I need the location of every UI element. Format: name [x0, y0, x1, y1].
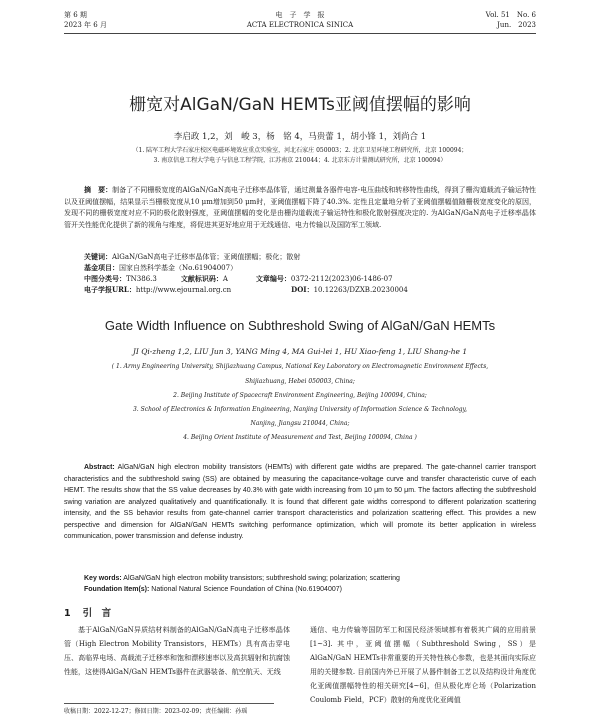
doi-value: 10.12263/DZXB.20230004	[313, 286, 408, 294]
authors-cn: 李启政 1,2，刘 峻 3，杨 铭 4，马贵蕾 1，胡小锋 1，刘尚合 1	[173, 132, 427, 142]
header-right	[486, 10, 536, 30]
funding-cn-text: 国家自然科学基金（No.61904007）	[119, 264, 238, 272]
section-number: 1	[64, 608, 71, 619]
keywords-en-text: AlGaN/GaN high electron mobility transistors; subthreshold swing; polarization; scattering	[123, 575, 400, 582]
paper-title-cn: 栅宽对AlGaN/GaN HEMTs亚阈值摆幅的影响	[129, 95, 471, 115]
affiliation-en-line: Nanjing, Jiangsu 210044, China;	[250, 420, 350, 427]
authors-en: JI Qi-zheng 1,2, LIU Jun 3, YANG Ming 4, MA Gui-lei 1, HU Xiao-feng 1, LIU Shang-he 1	[132, 347, 468, 356]
journal-name-cn: 电 子 学 报	[275, 11, 325, 19]
affiliation-en-line: Shijiazhuang, Hebei 050003, China;	[245, 378, 355, 385]
abstract-en-label: Abstract:	[84, 464, 115, 471]
abstract-en-text: AlGaN/GaN high electron mobility transistors (HEMTs) with different gate widths are prepared. The gate-channel carrier transport characteristics and the subthreshold swing (SS) are obtained by measuring the capacitance-voltage curve and transfer characteristic curve of each HEMT. The results show that the SS value decreases by 40.3% with gate width increasing from 10 μm to 50 μm. The factors affecting the subthreshold swing variation are analyzed qualitatively and quantificationally. It is found that different gate widths correspond to different polarization scattering intensity, and the SS behavior results from gate-channel carrier transport characteristics and polarization scattering effect. This provides a new perspective and dimension for AlGaN/GaN HEMTs switching performance optimization, which will promote its better application in wireless communication, power transmission and defense industry.	[64, 464, 537, 540]
issue-date: 2023 年 6 月	[64, 21, 107, 29]
intro-right-column: 通信、电力传输等国防军工和国民经济领域都有着极其广阔的应用前景[1~3]. 其中，亚阈值摆幅（Subthreshold Swing，SS）是AlGaN/GaN HEMTs非常重要的开关特性核心参数，也是其面向实际应用的关键参数. 目前国内外已开展了从器件制备工艺以及结构设计角度优化亚阈值摆幅特性的相关研究[4~6]，但从极化库仑场（Polarization Coulomb Field，PCF）散射的角度优化亚阈值	[310, 626, 536, 704]
keywords-en-label: Key words:	[84, 575, 122, 582]
affiliation-en-line: 4. Beijing Orient Institute of Measurement and Test, Beijing 100094, China )	[183, 434, 417, 441]
abstract-cn-text: 制备了不同栅极宽度的AlGaN/GaN高电子迁移率晶体管，通过测量各器件电容-电压曲线和转移特性曲线，得到了栅沟道载流子输运特性以及亚阈值摆幅，结果显示当栅极宽度从10 μm增加到50 μm时，亚阈值摆幅下降了40.3%. 定性且定量地分析了亚阈值摆幅值随栅极宽度变化的原因，发现不同的栅极宽度对应不同的极化散射强度，亚阈值摆幅的变化是由栅沟道载流子输运特性和极化散射强度决定的. 为AlGaN/GaN高电子迁移率晶体管开关性能优化提供了新的视角与维度，将促进其更好地应用于无线通信、电力传输以及国防军工领域.	[64, 186, 537, 229]
paper-title-en: Gate Width Influence on Subthreshold Swing of AlGaN/GaN HEMTs	[104, 318, 496, 333]
funding-cn-label: 基金项目：	[84, 263, 119, 272]
section-title: 引 言	[82, 608, 112, 619]
affiliation-cn-line: 3. 南京信息工程大学电子与信息工程学院，江苏南京 210044；4. 北京东方计量测试研究所，北京 100094）	[153, 157, 447, 164]
abstract-cn	[64, 184, 536, 231]
clc-label: 中图分类号：	[84, 274, 126, 283]
footnote-dates: 收稿日期：2022-12-27；修回日期：2023-02-09；责任编辑：孙瑶	[64, 708, 248, 715]
funding-cn	[84, 263, 237, 273]
affiliation-en-line: 3. School of Electronics & Information Engineering, Nanjing University of Information Science & Technology,	[132, 406, 468, 413]
doi-label: DOI：	[291, 285, 314, 294]
funding-en-label: Foundation Item(s):	[84, 586, 150, 593]
keywords-cn-text: AlGaN/GaN高电子迁移率晶体管；亚阈值摆幅；极化；散射	[112, 253, 301, 261]
url-line	[84, 285, 408, 295]
intro-left-column: 基于AlGaN/GaN异质结材料制备的AlGaN/GaN高电子迁移率晶体管（High Electron Mobility Transistors，HEMTs）具有高击穿电压、高临界电场、高载流子迁移率和饱和漂移速率以及高抗辐射和抗腐蚀性能，这使得AlGaN/GaN HEMTs器件在武器装备、航空航天、无线	[64, 626, 290, 676]
journal-url[interactable]: http://www.ejournal.org.cn	[135, 286, 232, 294]
article-number-value: 0372-2112(2023)06-1486-07	[290, 275, 393, 283]
funding-en-text: National Natural Science Foundation of China (No.61904007)	[151, 586, 342, 593]
header-rule	[64, 33, 536, 34]
affiliation-en-line: ( 1. Army Engineering University, Shijiazhuang Campus, National Key Laboratory on Electromagnetic Environment Effects,	[111, 363, 489, 370]
issue-number: 第 6 期	[64, 11, 87, 19]
volume-number: Vol. 51 No. 6	[485, 11, 536, 19]
journal-name-en: ACTA ELECTRONICA SINICA	[246, 21, 354, 29]
section-heading	[64, 605, 111, 619]
funding-en	[84, 585, 342, 595]
doc-code-label: 文献标识码：	[180, 274, 223, 283]
article-number-label: 文章编号：	[255, 274, 291, 283]
keywords-en	[84, 574, 400, 584]
keywords-cn-label: 关键词：	[84, 252, 112, 261]
doc-code-value: A	[222, 275, 228, 283]
url-label: 电子学报URL：	[84, 285, 136, 294]
affiliation-en-line: 2. Beijing Institute of Spacecraft Environment Engineering, Beijing 100094, China;	[173, 392, 427, 399]
affiliation-cn-line: （1. 陆军工程大学石家庄校区电磁环境效应重点实验室，河北石家庄 050003；2. 北京卫星环境工程研究所，北京 100094；	[132, 147, 468, 154]
classification-line	[84, 274, 393, 284]
keywords-cn	[84, 252, 300, 262]
abstract-en	[64, 462, 536, 543]
abstract-cn-label: 摘 要：	[84, 185, 113, 194]
clc-value: TN386.3	[126, 275, 157, 283]
issue-date-en: Jun. 2023	[497, 21, 536, 29]
footnote-rule	[64, 703, 274, 704]
